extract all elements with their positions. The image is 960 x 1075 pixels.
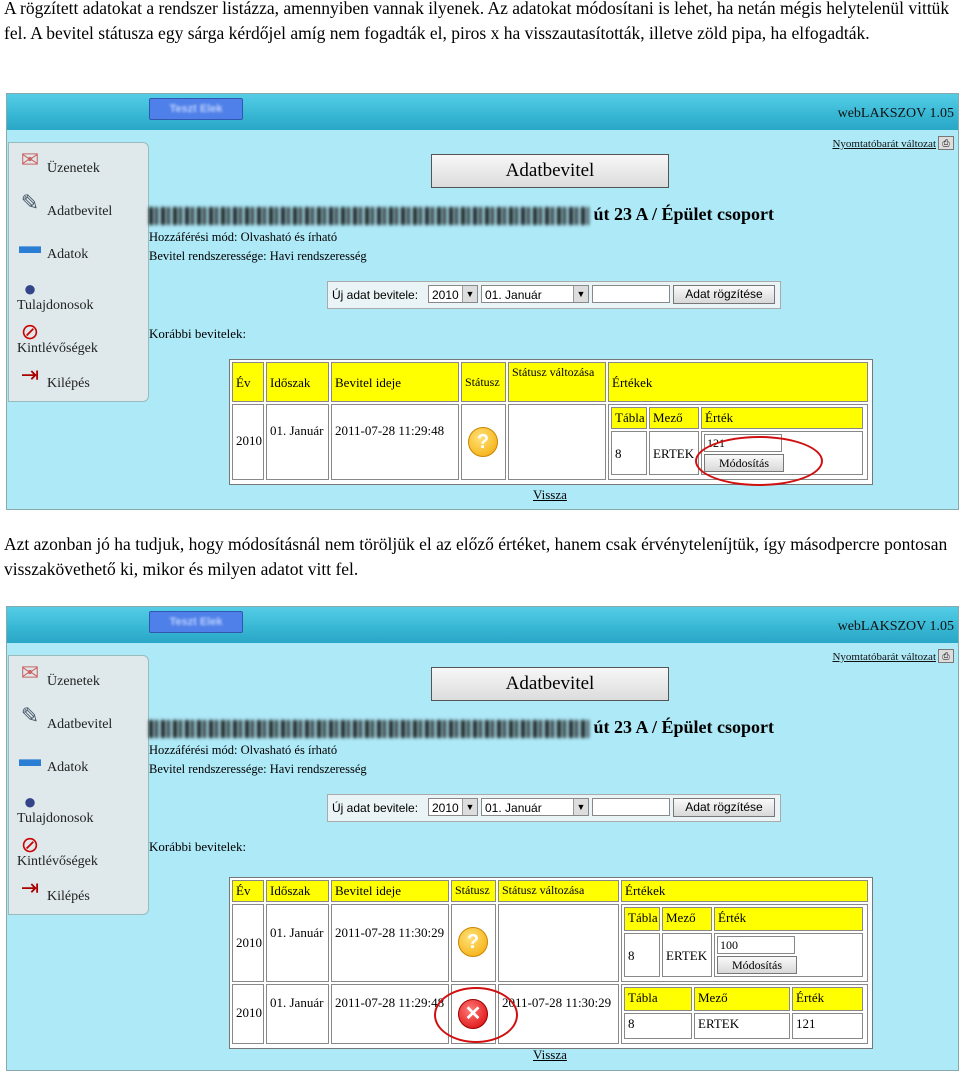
input-frequency: Bevitel rendszeressége: Havi rendszeresség	[149, 249, 367, 263]
screenshot-after-modify	[6, 606, 959, 1071]
sub-header-ertek: Érték	[714, 907, 863, 931]
cell-values	[621, 984, 868, 1044]
previous-entries-label: Korábbi bevitelek:	[149, 839, 247, 854]
cell-year: 2010	[232, 984, 264, 1044]
exit-door-icon: ⇥	[20, 875, 40, 900]
new-entry-label: Új adat bevitele:	[332, 801, 419, 815]
app-header	[7, 94, 958, 130]
col-header-bevitel-ideje: Bevitel ideje	[331, 362, 459, 402]
rejected-x-icon: ✕	[458, 999, 488, 1029]
folder-icon: ▬	[19, 233, 41, 258]
sidebar	[8, 142, 149, 402]
logo: Teszt Elek	[149, 98, 243, 120]
no-money-icon: ⊘	[20, 832, 40, 857]
sub-header-mezo: Mező	[694, 987, 790, 1011]
sidebar-item-uzenetek[interactable]: ✉ Üzenetek	[9, 656, 148, 699]
col-header-bevitel-ideje: Bevitel ideje	[331, 880, 449, 902]
modify-button[interactable]: Módosítás	[717, 956, 797, 974]
cell-year: 2010	[232, 904, 264, 982]
period-select[interactable]: 01. Január ▼	[481, 285, 589, 303]
screenshot-before-modify	[6, 93, 959, 510]
envelope-icon: ✉	[20, 660, 40, 685]
sidebar-item-tulajdonosok[interactable]: ● Tulajdonosok	[17, 276, 94, 313]
sidebar-item-kintlevosegek[interactable]: ⊘ Kintlévőségek	[17, 832, 98, 869]
chevron-down-icon: ▼	[462, 286, 477, 302]
back-link[interactable]: Vissza	[533, 1047, 567, 1062]
sidebar-item-adatbevitel[interactable]: ✎ Adatbevitel	[9, 699, 148, 742]
modify-button[interactable]: Módosítás	[704, 454, 784, 472]
no-money-icon: ⊘	[20, 319, 40, 344]
chevron-down-icon: ▼	[462, 799, 477, 815]
explanation-paragraph: Azt azonban jó ha tudjuk, hogy módosításnál nem töröljük el az előző értéket, hanem csak érvényteleníjtük, így másodpercre pontosan visszakövethető ki, mikor és milyen adatot vitt fel.	[4, 534, 948, 579]
app-version: webLAKSZOV 1.05	[837, 106, 954, 121]
submit-entry-button[interactable]: Adat rögzítése	[673, 798, 775, 817]
sub-header-tabla: Tábla	[611, 407, 647, 429]
users-icon: ●	[23, 276, 37, 301]
sidebar-item-kilepes[interactable]: ⇥ Kilépés	[9, 871, 148, 914]
cell-period: 01. Január	[266, 904, 329, 982]
cell-period: 01. Január	[266, 984, 329, 1044]
printer-icon[interactable]: ⎙	[938, 136, 954, 150]
previous-entries-table	[229, 877, 873, 1049]
pending-question-icon: ?	[458, 927, 488, 957]
sidebar-item-kintlevosegek[interactable]: ⊘ Kintlévőségek	[17, 319, 98, 356]
sub-cell-ertek: 121	[792, 1013, 863, 1039]
cell-time: 2011-07-28 11:29:48	[331, 984, 449, 1044]
sub-cell-mezo: ERTEK	[649, 431, 699, 475]
back-link[interactable]: Vissza	[533, 487, 567, 502]
input-frequency: Bevitel rendszeressége: Havi rendszeresség	[149, 762, 367, 776]
col-header-idoszak: Időszak	[266, 362, 329, 402]
pen-icon: ✎	[20, 190, 40, 215]
access-mode: Hozzáférési mód: Olvasható és írható	[149, 230, 338, 244]
col-header-statusz: Státusz	[451, 880, 496, 902]
folder-icon: ▬	[19, 746, 41, 771]
new-entry-form	[327, 794, 781, 822]
sub-cell-tabla: 8	[611, 431, 647, 475]
cell-status-change	[508, 404, 606, 480]
col-header-statusz-valtozasa: Státusz változása	[498, 880, 619, 902]
intro-paragraph: A rögzített adatokat a rendszer listázza, amennyiben vannak ilyenek. Az adatokat módosítani is lehet, ha netán mégis helytelenül vittük fel. A bevitel státusza egy sárga kérdőjel amíg nem fogadták el, piros x ha visszautasították, illetve zöld pipa, ha elfogadták.	[4, 0, 950, 43]
cell-status	[451, 904, 496, 982]
col-header-statusz: Státusz	[461, 362, 506, 402]
col-header-ertekek: Értékek	[621, 880, 868, 902]
sub-header-tabla: Tábla	[624, 987, 692, 1011]
sidebar-item-tulajdonosok[interactable]: ● Tulajdonosok	[17, 789, 94, 826]
cell-values	[621, 904, 868, 982]
cell-status-change	[498, 904, 619, 982]
sidebar-item-adatbevitel[interactable]: ✎ Adatbevitel	[9, 186, 148, 229]
col-header-idoszak: Időszak	[266, 880, 329, 902]
col-header-ev: Év	[232, 880, 264, 902]
new-entry-form	[327, 281, 781, 309]
sidebar-item-kilepes[interactable]: ⇥ Kilépés	[9, 358, 148, 401]
cell-status-change: 2011-07-28 11:30:29	[498, 984, 619, 1044]
cell-year: 2010	[232, 404, 264, 480]
sub-header-tabla: Tábla	[624, 907, 660, 931]
pending-question-icon: ?	[468, 427, 498, 457]
exit-door-icon: ⇥	[20, 362, 40, 387]
sub-cell-mezo: ERTEK	[662, 933, 712, 977]
building-heading: út 23 A / Épület csoport	[149, 204, 949, 228]
chevron-down-icon: ▼	[573, 799, 588, 815]
cell-period: 01. Január	[266, 404, 329, 480]
value-edit-input[interactable]: 121	[704, 434, 782, 452]
cell-time: 2011-07-28 11:30:29	[331, 904, 449, 982]
col-header-ev: Év	[232, 362, 264, 402]
year-select[interactable]: 2010 ▼	[428, 285, 478, 303]
sub-header-mezo: Mező	[662, 907, 712, 931]
previous-entries-label: Korábbi bevitelek:	[149, 326, 247, 341]
users-icon: ●	[23, 789, 37, 814]
value-edit-input[interactable]: 100	[717, 936, 795, 954]
highlight-circle	[434, 987, 518, 1043]
logo: Teszt Elek	[149, 611, 243, 633]
print-friendly-link[interactable]: Nyomtatóbarát változat	[832, 651, 936, 663]
value-input[interactable]	[592, 798, 670, 816]
page-title: Adatbevitel	[431, 154, 669, 188]
year-select[interactable]: 2010 ▼	[428, 798, 478, 816]
app-header	[7, 607, 958, 643]
chevron-down-icon: ▼	[573, 286, 588, 302]
printer-icon[interactable]: ⎙	[938, 649, 954, 663]
sub-cell-mezo: ERTEK	[694, 1013, 790, 1039]
sidebar	[8, 655, 149, 915]
envelope-icon: ✉	[20, 147, 40, 172]
page-title: Adatbevitel	[431, 667, 669, 701]
sub-header-mezo: Mező	[649, 407, 699, 429]
sidebar-item-uzenetek[interactable]: ✉ Üzenetek	[9, 143, 148, 186]
sub-header-ertek: Érték	[792, 987, 863, 1011]
redacted-address	[149, 720, 589, 738]
access-mode: Hozzáférési mód: Olvasható és írható	[149, 743, 338, 757]
highlight-circle	[695, 436, 823, 486]
sub-cell-tabla: 8	[624, 933, 660, 977]
sidebar-item-adatok[interactable]: ▬ Adatok	[9, 229, 148, 272]
building-heading: út 23 A / Épület csoport	[149, 717, 949, 741]
submit-entry-button[interactable]: Adat rögzítése	[673, 285, 775, 304]
cell-time: 2011-07-28 11:29:48	[331, 404, 459, 480]
col-header-ertekek: Értékek	[608, 362, 868, 402]
new-entry-label: Új adat bevitele:	[332, 288, 419, 302]
redacted-address	[149, 207, 589, 225]
app-version: webLAKSZOV 1.05	[837, 619, 954, 634]
sub-header-ertek: Érték	[701, 407, 863, 429]
sidebar-item-adatok[interactable]: ▬ Adatok	[9, 742, 148, 785]
period-select[interactable]: 01. Január ▼	[481, 798, 589, 816]
sub-cell-tabla: 8	[624, 1013, 692, 1039]
print-friendly-link[interactable]: Nyomtatóbarát változat	[832, 138, 936, 150]
value-input[interactable]	[592, 285, 670, 303]
sub-cell-ertek	[714, 933, 863, 977]
cell-status	[461, 404, 506, 480]
pen-icon: ✎	[20, 703, 40, 728]
col-header-statusz-valtozasa: Státusz változása	[508, 362, 606, 402]
